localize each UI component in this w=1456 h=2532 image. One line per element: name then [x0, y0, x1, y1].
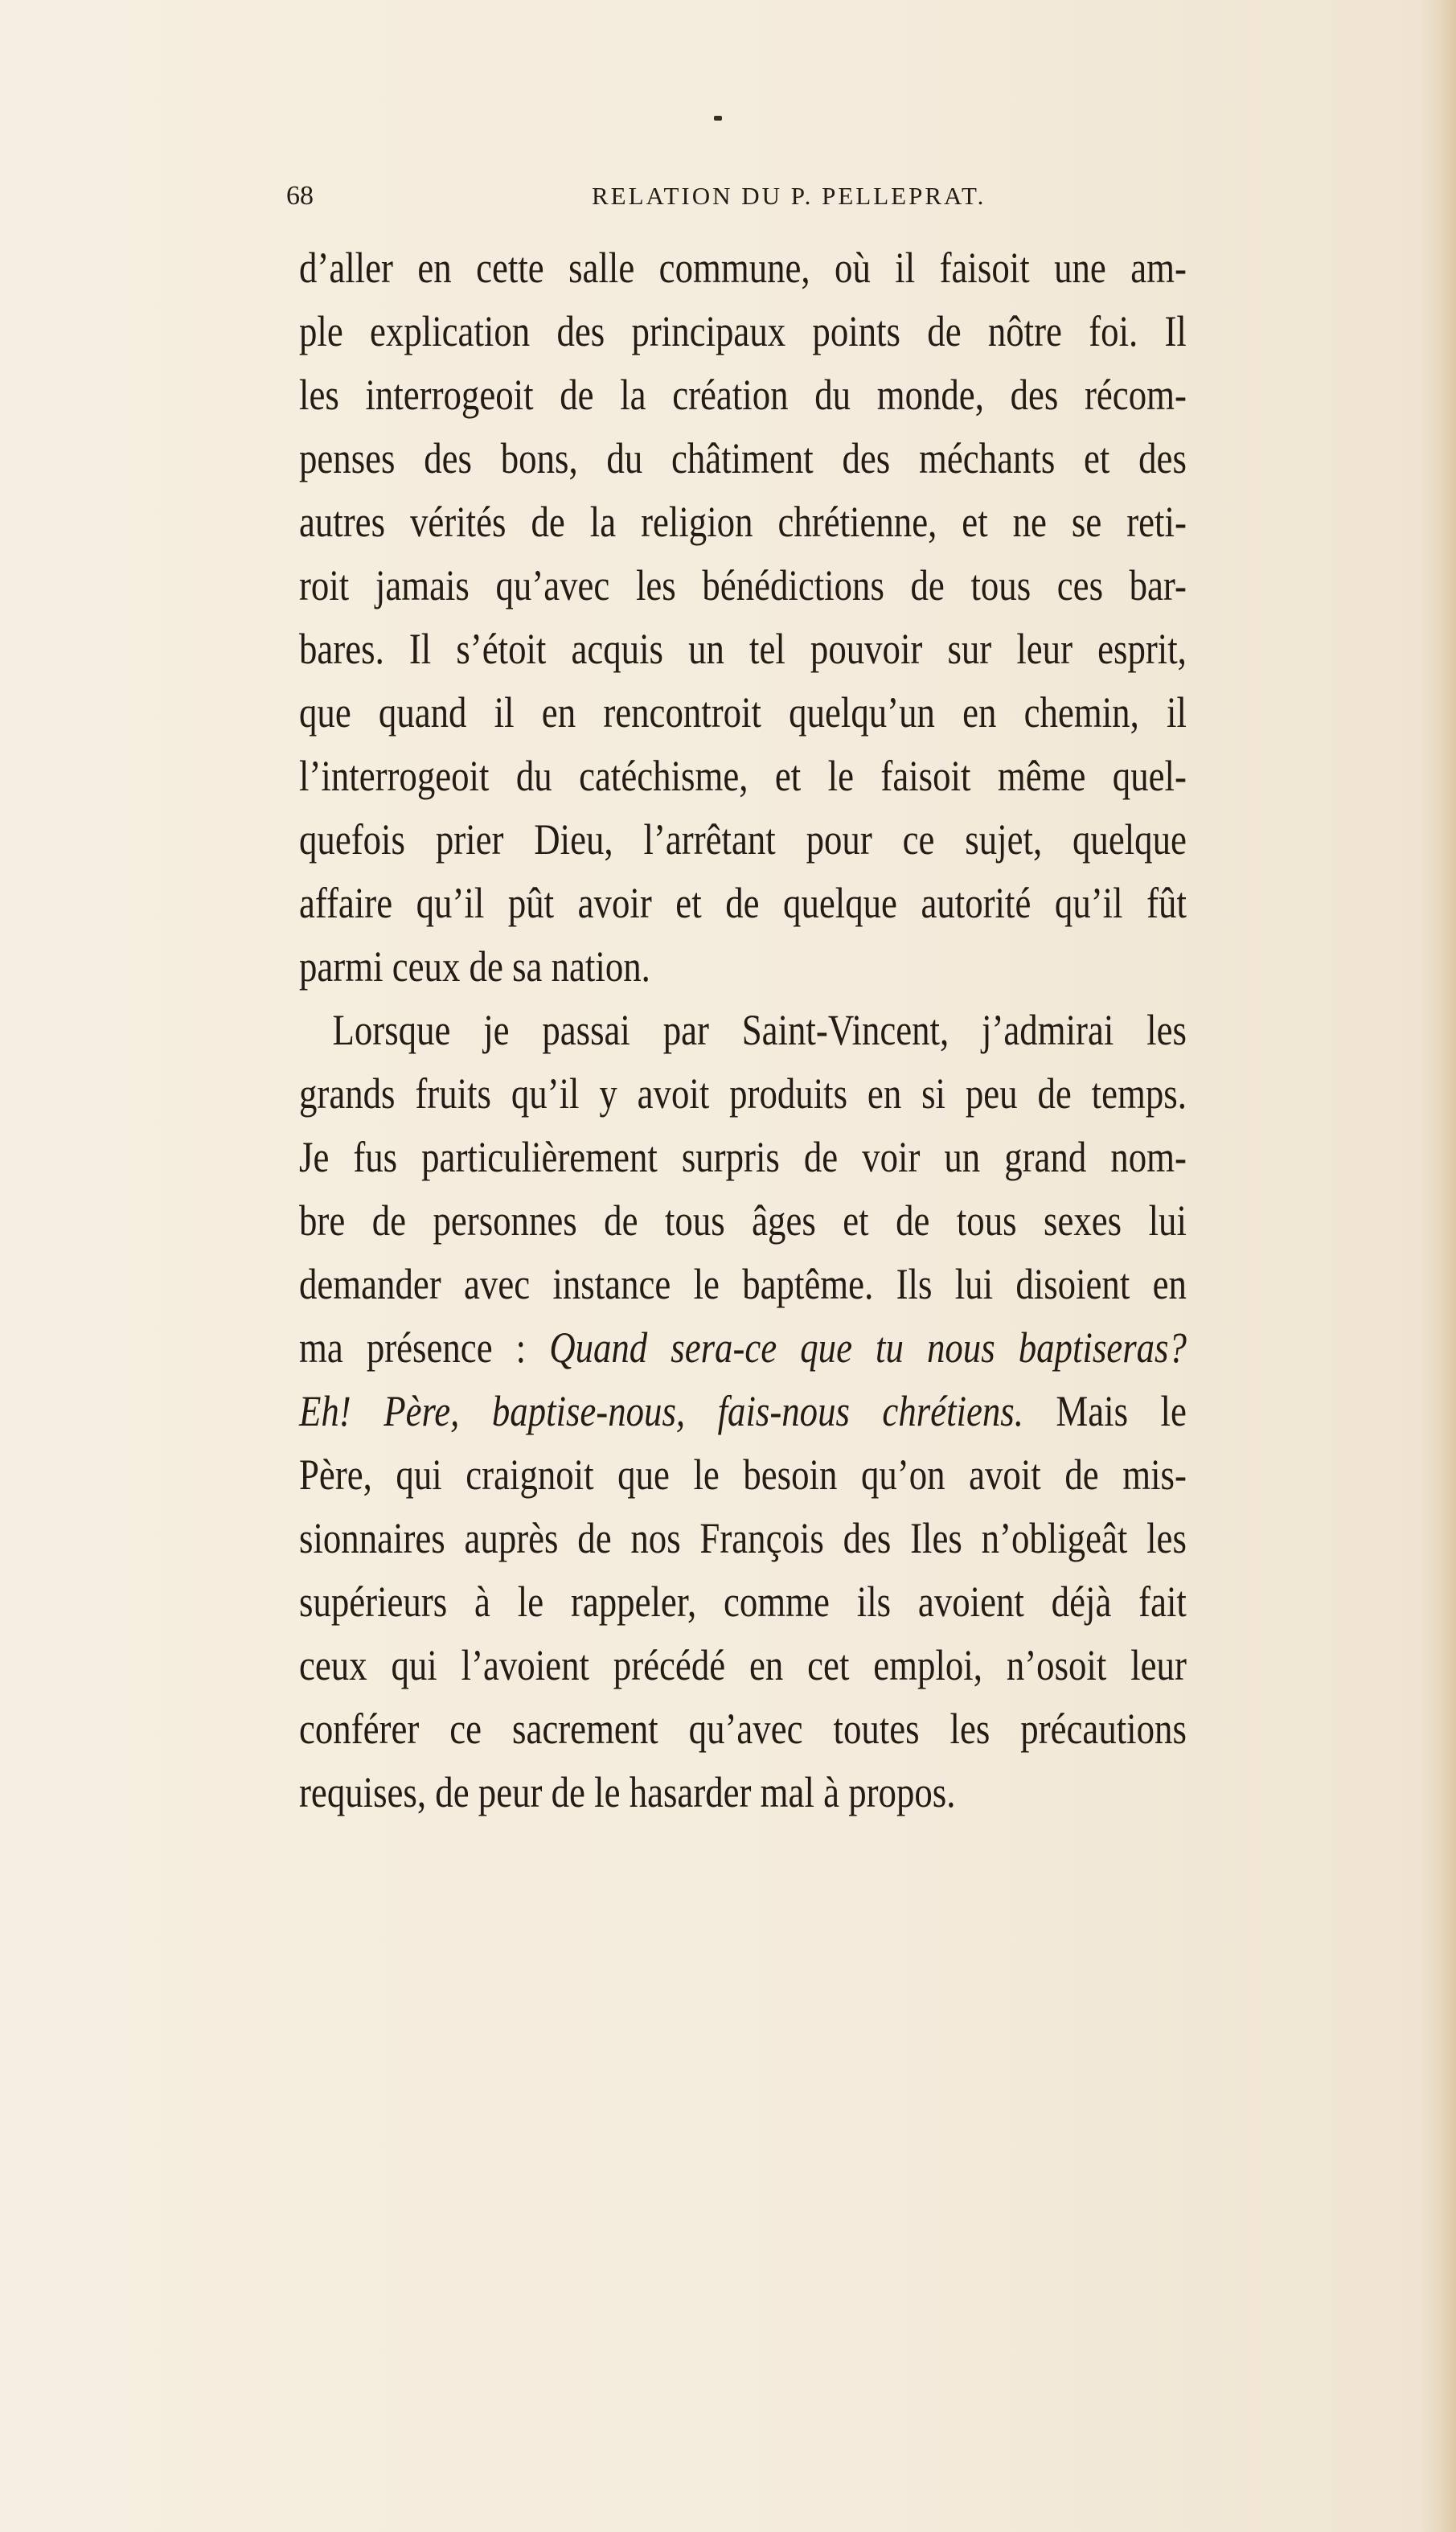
body-text [299, 236, 1187, 1824]
text-line: supérieurs à le rappeler, comme ils avoient déjà fait [299, 1578, 1187, 1626]
text-line: d’aller en cette salle commune, où il faisoit une am- [299, 244, 1187, 292]
text-segment: ma présence : [299, 1323, 550, 1372]
text-line: requises, de peur de le hasarder mal à propos. [299, 1768, 956, 1816]
italic-quote: Eh! Père, baptise-nous, fais-nous chrétiens. [299, 1387, 1023, 1435]
page-number: 68 [286, 181, 314, 211]
text-line: penses des bons, du châtiment des méchants et des [299, 434, 1187, 482]
text-line: sionnaires auprès de nos François des Iles n’obligeât les [299, 1514, 1187, 1562]
text-line: les interrogeoit de la création du monde, des récom- [299, 371, 1187, 419]
text-line: ple explication des principaux points de nôtre foi. Il [299, 307, 1187, 355]
ink-mark [714, 116, 722, 121]
text-line [299, 1380, 1187, 1443]
text-line: grands fruits qu’il y avoit produits en si peu de temps. [299, 1069, 1187, 1118]
italic-quote: Quand sera-ce que tu nous baptiseras? [549, 1323, 1187, 1372]
page-header [286, 180, 1090, 212]
text-line: roit jamais qu’avec les bénédictions de tous ces bar- [299, 561, 1187, 609]
text-line: Je fus particulièrement surpris de voir un grand nom- [299, 1133, 1187, 1181]
text-line: ceux qui l’avoient précédé en cet emploi, n’osoit leur [299, 1641, 1187, 1689]
text-line: demander avec instance le baptême. Ils lui disoient en [299, 1260, 1187, 1308]
text-line: autres vérités de la religion chrétienne, et ne se reti- [299, 498, 1187, 546]
paragraph-1 [299, 236, 1187, 999]
text-line: bares. Il s’étoit acquis un tel pouvoir sur leur esprit, [299, 625, 1187, 673]
text-line: conférer ce sacrement qu’avec toutes les précautions [299, 1705, 1187, 1753]
text-line: quefois prier Dieu, l’arrêtant pour ce sujet, quelque [299, 815, 1187, 864]
text-line [299, 1316, 1187, 1380]
text-line: Père, qui craignoit que le besoin qu’on avoit de mis- [299, 1451, 1187, 1499]
running-head: RELATION DU P. PELLEPRAT. [592, 182, 986, 210]
text-line: affaire qu’il pût avoir et de quelque autorité qu’il fût [299, 879, 1187, 927]
text-line: l’interrogeoit du catéchisme, et le faisoit même quel- [299, 752, 1187, 800]
text-segment: Mais le [1023, 1387, 1187, 1435]
text-line: que quand il en rencontroit quelqu’un en chemin, il [299, 688, 1187, 737]
text-line: bre de personnes de tous âges et de tous sexes lui [299, 1196, 1187, 1245]
text-line: parmi ceux de sa nation. [299, 942, 650, 991]
page-edge-shadow [1419, 0, 1456, 2532]
text-line: Lorsque je passai par Saint-Vincent, j’admirai les [332, 1006, 1187, 1054]
paragraph-2 [299, 999, 1187, 1824]
